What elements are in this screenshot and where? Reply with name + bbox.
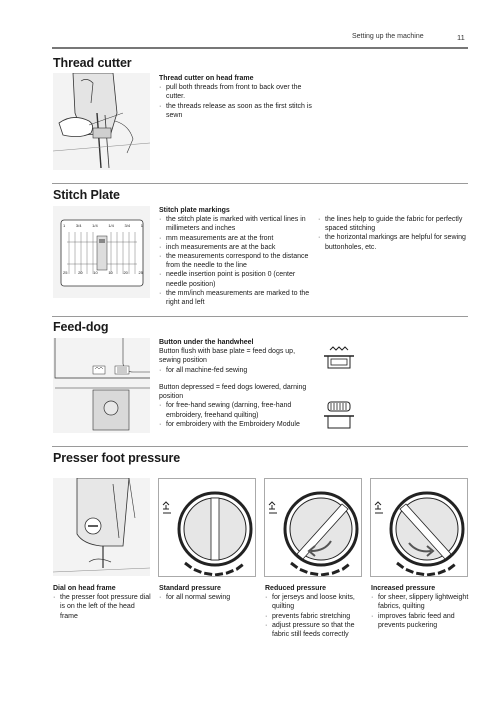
feed-dog-bullet: · for free-hand sewing (darning, free-hand embroidery, freehand quilting) xyxy=(159,401,311,419)
caption-bullet: · for sheer, slippery lightweight fabrics, quilting xyxy=(371,593,469,611)
reduced-pressure-dial xyxy=(264,478,362,577)
caption-bullet: · adjust pressure so that the fabric still feeds correctly xyxy=(265,621,363,639)
section-heading-presser-foot: Presser foot pressure xyxy=(53,451,181,465)
plate-label: 10 xyxy=(108,270,113,275)
plate-label: 25 xyxy=(63,270,68,275)
thread-cutter-bullet: · pull both threads from front to back over the cutter. xyxy=(159,83,319,101)
presser-dial-illustration xyxy=(53,478,150,576)
caption-bullet: · for all normal sewing xyxy=(159,593,257,602)
caption-title: Dial on head frame xyxy=(53,585,116,592)
thread-cutter-subhead: Thread cutter on head frame xyxy=(159,75,254,82)
caption-reduced-pressure xyxy=(265,584,363,639)
thread-cutter-illustration xyxy=(53,73,150,170)
plate-top-labels xyxy=(63,223,143,228)
stitch-plate-bullet: · inch measurements are at the back xyxy=(159,243,311,252)
stitch-plate-bullet: · the measurements correspond to the distance from the needle to the line xyxy=(159,252,311,270)
plate-label: 10 xyxy=(93,270,98,275)
plate-label: 1/4 xyxy=(92,223,98,228)
section-rule xyxy=(52,316,468,317)
caption-dial-head-frame xyxy=(53,584,151,621)
section-heading-feed-dog: Feed-dog xyxy=(53,320,109,334)
feed-dog-down-icon xyxy=(322,398,356,430)
plate-label: 3/4 xyxy=(124,223,131,228)
standard-pressure-dial xyxy=(158,478,256,577)
feed-dog-down-description: Button depressed = feed dogs lowered, darning position xyxy=(159,384,307,401)
stitch-plate-bullet: · the stitch plate is marked with vertical lines in millimeters and inches xyxy=(159,215,311,233)
page-number: 11 xyxy=(457,33,465,42)
plate-label: 1 xyxy=(63,223,66,228)
caption-bullet: · the presser foot pressure dial is on the left of the head frame xyxy=(53,593,151,621)
caption-bullet: · improves fabric feed and prevents puckering xyxy=(371,612,469,630)
plate-bottom-labels xyxy=(63,270,143,275)
feed-dog-bullet: · for embroidery with the Embroidery Module xyxy=(159,420,311,429)
increased-pressure-dial xyxy=(370,478,468,577)
caption-standard-pressure xyxy=(159,584,257,602)
section-rule xyxy=(52,446,468,447)
section-rule xyxy=(52,183,468,184)
section-heading-thread-cutter: Thread cutter xyxy=(53,56,132,70)
feed-dog-text-up xyxy=(159,338,311,375)
stitch-plate-text-right xyxy=(318,215,466,252)
plate-label: 20 xyxy=(123,270,128,275)
caption-title: Standard pressure xyxy=(159,585,221,592)
thread-cutter-text xyxy=(159,74,319,120)
feed-dog-text-down xyxy=(159,383,311,429)
stitch-plate-subhead: Stitch plate markings xyxy=(159,207,230,214)
caption-title: Reduced pressure xyxy=(265,585,327,592)
plate-label: 3/4 xyxy=(75,223,82,228)
plate-label: 25 xyxy=(138,270,143,275)
feed-dog-up-description: Button flush with base plate = feed dogs up, sewing position xyxy=(159,348,296,365)
plate-label: 20 xyxy=(78,270,83,275)
stitch-plate-bullet: · mm measurements are at the front xyxy=(159,234,311,243)
stitch-plate-text-left xyxy=(159,206,311,307)
caption-increased-pressure xyxy=(371,584,469,630)
stitch-plate-bullet: · the lines help to guide the fabric for perfectly spaced stitching xyxy=(318,215,466,233)
plate-label: 1 xyxy=(140,223,143,228)
stitch-plate-bullet: · needle insertion point is position 0 (center needle position) xyxy=(159,270,311,288)
feed-dog-bullet: · for all machine-fed sewing xyxy=(159,366,311,375)
feed-dog-subhead: Button under the handwheel xyxy=(159,339,254,346)
caption-bullet: · prevents fabric stretching xyxy=(265,612,363,621)
header-rule xyxy=(52,47,468,49)
section-heading-stitch-plate: Stitch Plate xyxy=(53,188,120,202)
thread-cutter-bullet: · the threads release as soon as the first stitch is sewn xyxy=(159,102,319,120)
caption-title: Increased pressure xyxy=(371,585,436,592)
caption-bullet: · for jerseys and loose knits, quilting xyxy=(265,593,363,611)
stitch-plate-bullet: · the horizontal markings are helpful for sewing buttonholes, etc. xyxy=(318,233,466,251)
stitch-plate-bullet: · the mm/inch measurements are marked to the right and left xyxy=(159,289,311,307)
feed-dog-up-icon xyxy=(322,344,356,372)
feed-dog-illustration xyxy=(53,338,150,433)
running-header-title: Setting up the machine xyxy=(352,33,424,40)
stitch-plate-illustration xyxy=(53,206,150,298)
plate-label: 1/4 xyxy=(108,223,114,228)
